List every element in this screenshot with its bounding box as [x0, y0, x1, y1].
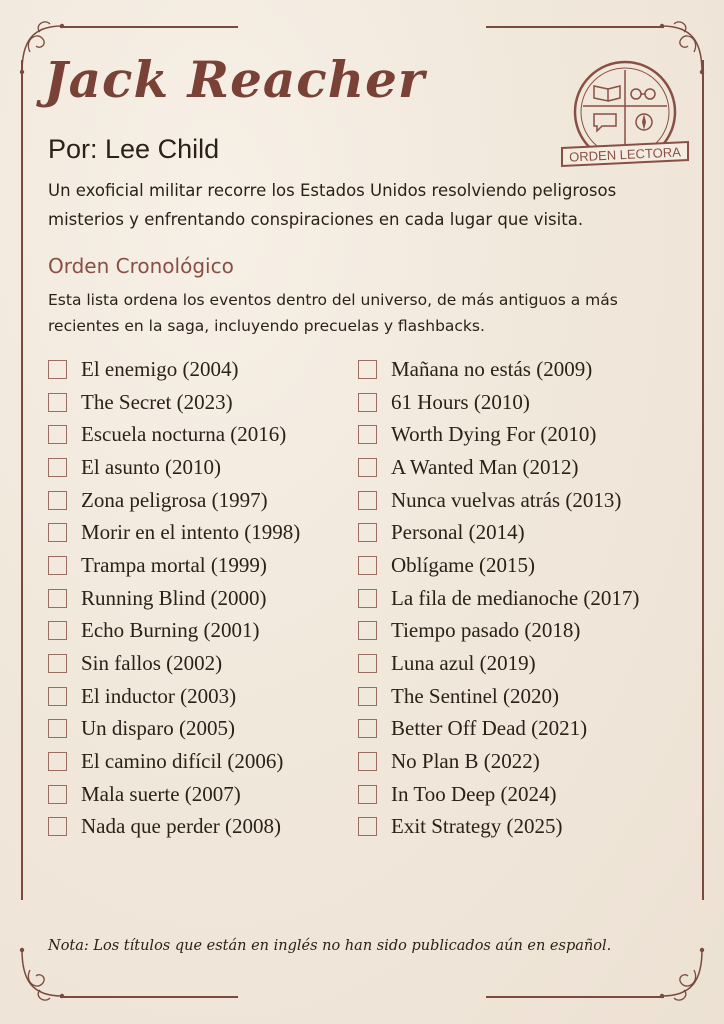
- checkbox[interactable]: [358, 425, 377, 444]
- frame-top-right-line: [486, 26, 664, 28]
- book-title: La fila de medianoche (2017): [391, 585, 640, 610]
- book-title: Escuela nocturna (2016): [81, 422, 287, 447]
- book-title: Luna azul (2019): [391, 651, 536, 676]
- book-title: El inductor (2003): [81, 683, 237, 708]
- list-item: [358, 353, 639, 386]
- book-title: The Sentinel (2020): [391, 683, 559, 708]
- checkbox[interactable]: [358, 360, 377, 379]
- book-title: Mala suerte (2007): [81, 781, 241, 806]
- book-title: A Wanted Man (2012): [391, 454, 579, 479]
- list-item: [48, 745, 300, 778]
- orden-lectora-badge-logo: [558, 56, 692, 182]
- book-title: In Too Deep (2024): [391, 781, 557, 806]
- list-item: [48, 713, 300, 746]
- book-title: No Plan B (2022): [391, 749, 540, 774]
- checkbox[interactable]: [358, 556, 377, 575]
- frame-right-line: [702, 60, 704, 900]
- checkbox[interactable]: [358, 393, 377, 412]
- book-title: Echo Burning (2001): [81, 618, 260, 643]
- checkbox[interactable]: [358, 491, 377, 510]
- list-item: [358, 582, 639, 615]
- book-list-right-column: [358, 353, 639, 843]
- list-item: [48, 778, 300, 811]
- book-title: Trampa mortal (1999): [81, 552, 267, 577]
- book-title: Personal (2014): [391, 520, 525, 545]
- list-item: [48, 647, 300, 680]
- book-title: The Secret (2023): [81, 389, 233, 414]
- list-item: [358, 615, 639, 648]
- book-title: Un disparo (2005): [81, 716, 235, 741]
- frame-bottom-left-line: [60, 996, 238, 998]
- checkbox[interactable]: [358, 621, 377, 640]
- checkbox[interactable]: [48, 393, 67, 412]
- list-item: [358, 516, 639, 549]
- checkbox[interactable]: [48, 785, 67, 804]
- author-line: Por: Lee Child: [48, 134, 220, 164]
- list-item: [358, 549, 639, 582]
- checkbox[interactable]: [48, 360, 67, 379]
- list-item: [48, 451, 300, 484]
- list-item: [48, 418, 300, 451]
- book-title: 61 Hours (2010): [391, 389, 530, 414]
- footer-note: [48, 938, 688, 954]
- checkbox[interactable]: [358, 719, 377, 738]
- book-title: Tiempo pasado (2018): [391, 618, 581, 643]
- checkbox[interactable]: [358, 817, 377, 836]
- list-item: [48, 582, 300, 615]
- checkbox[interactable]: [358, 687, 377, 706]
- list-item: [358, 484, 639, 517]
- checkbox[interactable]: [48, 621, 67, 640]
- book-title: Better Off Dead (2021): [391, 716, 588, 741]
- checkbox[interactable]: [358, 589, 377, 608]
- note-text: Los títulos que están en inglés no han sido publicados aún en español.: [88, 938, 612, 954]
- list-item: [358, 451, 639, 484]
- book-title: El camino difícil (2006): [81, 749, 284, 774]
- section-title: Orden Cronológico: [48, 254, 234, 278]
- list-item: [48, 615, 300, 648]
- checkbox[interactable]: [48, 556, 67, 575]
- book-title: Mañana no estás (2009): [391, 356, 593, 381]
- list-item: [48, 353, 300, 386]
- list-item: [358, 647, 639, 680]
- book-title: Running Blind (2000): [81, 585, 267, 610]
- checkbox[interactable]: [48, 752, 67, 771]
- checkbox[interactable]: [48, 817, 67, 836]
- series-description: Un exoficial militar recorre los Estados Unidos resolviendo peligrosos misterios y enfrentando conspiraciones en cada lugar que visita.: [48, 181, 617, 229]
- book-title: Nada que perder (2008): [81, 814, 281, 839]
- book-title: El enemigo (2004): [81, 356, 239, 381]
- checkbox[interactable]: [48, 654, 67, 673]
- book-title: Oblígame (2015): [391, 552, 536, 577]
- book-title: Zona peligrosa (1997): [81, 487, 268, 512]
- book-title: Worth Dying For (2010): [391, 422, 597, 447]
- book-title: Nunca vuelvas atrás (2013): [391, 487, 622, 512]
- book-title: Morir en el intento (1998): [81, 520, 301, 545]
- list-item: [48, 484, 300, 517]
- list-item: [358, 778, 639, 811]
- note-label: Nota:: [48, 938, 89, 954]
- frame-top-left-line: [60, 26, 238, 28]
- checkbox[interactable]: [358, 654, 377, 673]
- list-item: [358, 713, 639, 746]
- list-item: [48, 386, 300, 419]
- list-item: [48, 680, 300, 713]
- book-title: Exit Strategy (2025): [391, 814, 563, 839]
- list-item: [48, 549, 300, 582]
- checkbox[interactable]: [48, 687, 67, 706]
- checkbox[interactable]: [358, 458, 377, 477]
- checkbox[interactable]: [48, 491, 67, 510]
- checkbox[interactable]: [358, 752, 377, 771]
- checkbox[interactable]: [48, 523, 67, 542]
- checkbox[interactable]: [48, 425, 67, 444]
- checkbox[interactable]: [358, 785, 377, 804]
- checkbox[interactable]: [48, 458, 67, 477]
- book-title: El asunto (2010): [81, 454, 221, 479]
- list-item: [48, 811, 300, 844]
- badge-label: ORDEN LECTORA: [568, 144, 682, 165]
- list-item: [358, 680, 639, 713]
- page-title: Jack Reacher: [44, 50, 426, 109]
- list-item: [358, 418, 639, 451]
- frame-bottom-right-line: [486, 996, 664, 998]
- checkbox[interactable]: [48, 719, 67, 738]
- book-list-left-column: [48, 353, 300, 843]
- section-description: Esta lista ordena los eventos dentro del universo, de más antiguos a más recientes en la saga, incluyendo precuelas y flashbacks.: [48, 291, 618, 335]
- list-item: [358, 386, 639, 419]
- book-title: Sin fallos (2002): [81, 651, 223, 676]
- list-item: [48, 516, 300, 549]
- frame-left-line: [21, 60, 23, 900]
- list-item: [358, 811, 639, 844]
- checkbox[interactable]: [358, 523, 377, 542]
- checkbox[interactable]: [48, 589, 67, 608]
- list-item: [358, 745, 639, 778]
